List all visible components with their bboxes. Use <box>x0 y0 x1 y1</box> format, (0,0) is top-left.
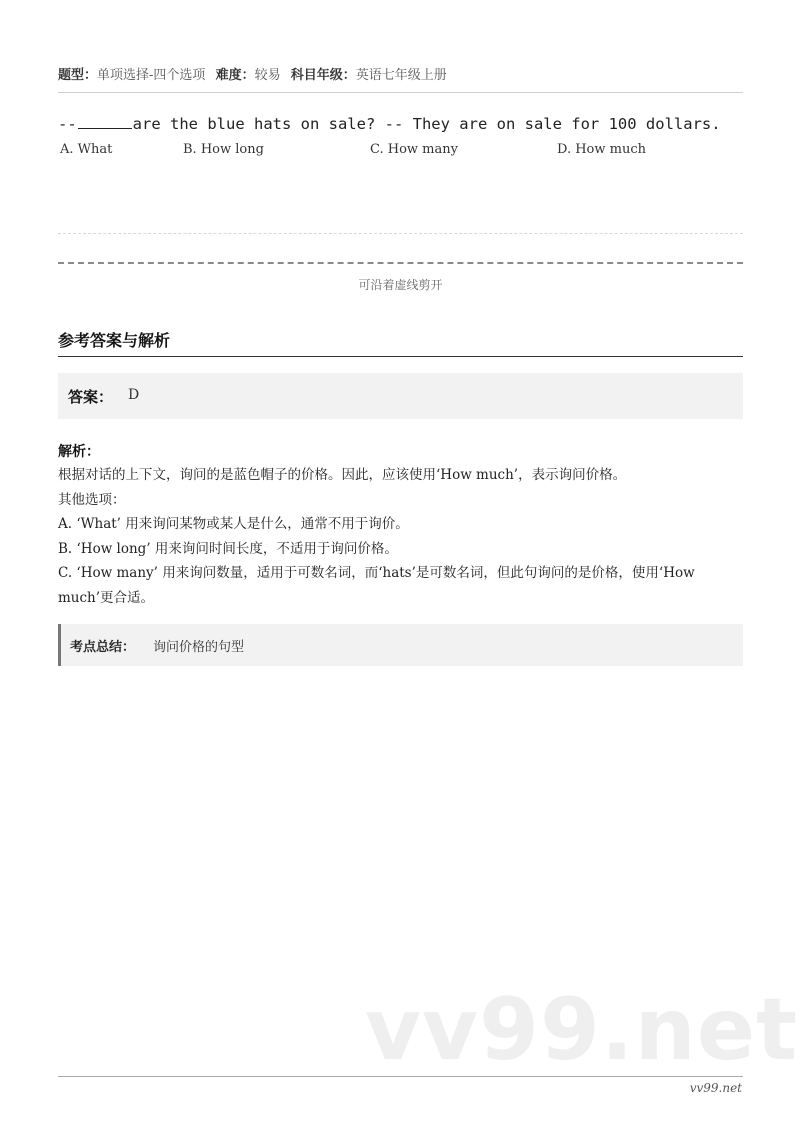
difficulty-label: 难度： <box>215 68 255 83</box>
type-value: 单项选择-四个选项 <box>97 68 206 83</box>
cut-line <box>58 262 743 264</box>
type-label: 题型： <box>58 68 98 83</box>
section-title: 参考答案与解析 <box>58 331 171 350</box>
subject-value: 英语七年级上册 <box>355 68 447 83</box>
subject-label: 科目年级： <box>290 68 356 83</box>
question-meta <box>58 64 453 83</box>
analysis-line: C. ‘How many’ 用来询问数量，适用于可数名词，而‘hats’是可数名词，但此句询问的是价格，使用‘How much’更合适。 <box>58 565 695 606</box>
question-text: are the blue hats on sale? -- They are on sale for 100 dollars. <box>132 115 721 133</box>
answer-area-divider <box>58 233 743 234</box>
answer-value: D <box>128 387 140 403</box>
analysis-line: 其他选项： <box>58 491 126 508</box>
question-stem <box>58 114 721 133</box>
question-prefix: -- <box>58 115 77 133</box>
footer-divider <box>58 1076 743 1077</box>
answer-blank <box>78 114 132 129</box>
section-divider <box>58 356 743 357</box>
analysis-label: 解析： <box>58 444 100 460</box>
watermark: vv99.net <box>365 980 799 1080</box>
analysis-text <box>58 463 746 610</box>
option-c: C. How many <box>370 142 458 157</box>
analysis-line: 根据对话的上下文，询问的是蓝色帽子的价格。因此，应该使用‘How much’，表示询问价格。 <box>58 467 627 483</box>
header-divider <box>58 92 743 93</box>
option-a: A. What <box>60 142 113 157</box>
option-b: B. How long <box>183 142 264 157</box>
footer-site: vv99.net <box>689 1081 742 1095</box>
analysis-line: B. ‘How long’ 用来询问时间长度，不适用于询问价格。 <box>58 540 398 557</box>
answer-label: 答案： <box>68 388 114 406</box>
answer-box <box>58 373 743 419</box>
analysis-line: A. ‘What’ 用来询问某物或某人是什么，通常不用于询价。 <box>58 516 409 532</box>
option-d: D. How much <box>557 142 647 157</box>
cut-line-label: 可沿着虚线剪开 <box>358 278 443 292</box>
difficulty-value: 较易 <box>254 68 281 83</box>
summary-value: 询问价格的句型 <box>153 640 245 655</box>
summary-label: 考点总结： <box>70 640 136 655</box>
